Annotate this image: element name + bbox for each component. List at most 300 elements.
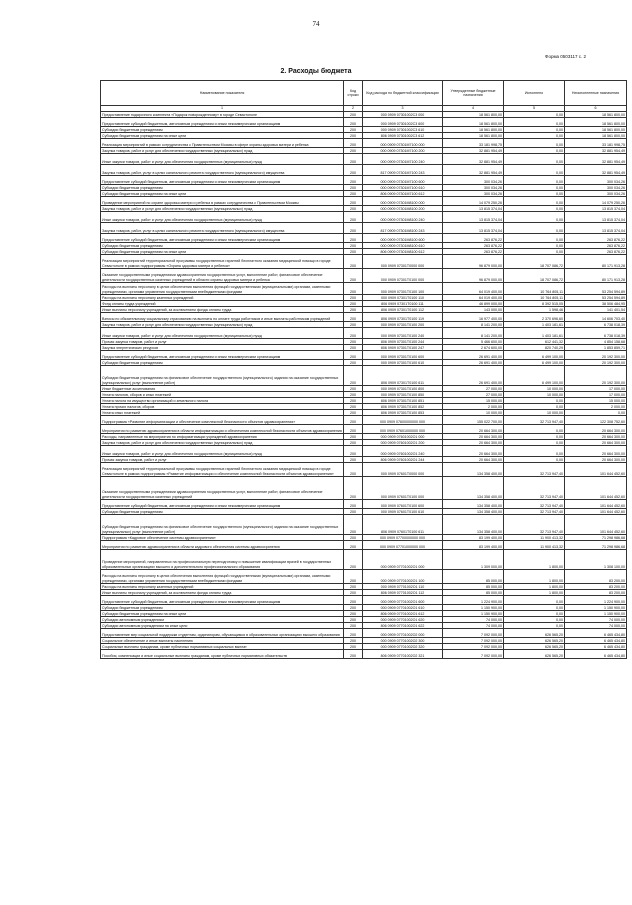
row-classification-code: 000 0909 07301T0100 200	[363, 322, 443, 328]
row-executed: 0,00	[504, 118, 565, 127]
row-line-code: 200	[344, 584, 363, 590]
row-name: Расходы на выплаты персоналу казенных учреждений	[101, 584, 344, 590]
row-remaining: 74 000,00	[565, 623, 627, 629]
row-classification-code: 000 0909 07301002С3 600	[363, 118, 443, 127]
row-approved: 96 879 000,00	[443, 255, 504, 269]
row-executed: 626 565,20	[504, 638, 565, 644]
row-approved: 155 022 700,00	[443, 416, 504, 425]
row-name: Субсидии автономным учреждениям	[101, 617, 344, 623]
row-name: Иные закупки товаров, работ и услуг для обеспечения государственных (муниципальных) нужд	[101, 212, 344, 223]
row-approved: 300 034,26	[443, 176, 504, 185]
table-row	[101, 550, 627, 570]
row-line-code: 200	[344, 463, 363, 477]
row-line-code: 200	[344, 206, 363, 212]
header-approved: Утвержденные бюджетные назначения	[443, 81, 504, 106]
table-row	[101, 629, 627, 638]
row-name: Реализация мероприятий территориальной программы государственных гарантий бесплатного оказания медицинской помощи в городе Севастополе в рамках подпрограммы «Развитие информатизации и обеспечение комплексной безопасности объектов здравоохранения»	[101, 463, 344, 477]
row-remaining: 20 664 300,00	[565, 434, 627, 440]
row-remaining: 80 171 913,28	[565, 269, 627, 283]
row-classification-code: 000 0909 07301M8100 200	[363, 206, 443, 212]
row-name: Реализация мероприятий территориальной программы государственных гарантий бесплатного оказания медицинской помощи в городе Севастополе в рамках подпрограммы «Охрана здоровья матери и ребенка»	[101, 255, 344, 269]
row-classification-code: 000 0909 07601T0100 600	[363, 500, 443, 509]
expenditure-table	[100, 80, 627, 659]
row-approved: 18 561 800,00	[443, 127, 504, 133]
row-approved: 74 000,00	[443, 623, 504, 629]
row-name: Иные закупки товаров, работ и услуг для обеспечения государственных (муниципальных) нужд	[101, 446, 344, 457]
row-executed: 0,00	[504, 446, 565, 457]
row-approved: 1 224 900,00	[443, 596, 504, 605]
row-name: Предоставление субсидий бюджетным, автономным учреждениям и иным некоммерческим организациям	[101, 118, 344, 127]
section-title: 2. Расходы бюджета	[280, 68, 352, 75]
row-remaining: 141 401,54	[565, 307, 627, 313]
row-name: Субсидии бюджетным учреждениям на иные цели	[101, 249, 344, 255]
row-executed: 612 441,32	[504, 339, 565, 345]
table-row	[101, 165, 627, 176]
row-remaining: 15 000,00	[565, 398, 627, 404]
row-line-code: 200	[344, 638, 363, 644]
row-approved: 85 000,00	[443, 584, 504, 590]
row-classification-code: 000 0909 07301M7100 610	[363, 185, 443, 191]
table-row	[101, 446, 627, 457]
row-remaining: 71 298 986,68	[565, 535, 627, 541]
row-approved: 134 358 400,00	[443, 515, 504, 535]
row-line-code: 200	[344, 404, 363, 410]
row-classification-code: 000 0909 07301M7100 600	[363, 176, 443, 185]
row-classification-code: 000 0909 07601T0100 610	[363, 509, 443, 515]
row-executed: 10 000,00	[504, 386, 565, 392]
row-approved: 20 664 300,00	[443, 446, 504, 457]
row-classification-code: 000 0909 07301M8100 240	[363, 212, 443, 223]
header-classification-code: Код расхода по бюджетной классификации	[363, 81, 443, 106]
row-classification-code: 000 0909 07301M8100 000	[363, 197, 443, 206]
row-name: Предоставление субсидий бюджетным, автономным учреждениям и иным некоммерческим организациям	[101, 596, 344, 605]
row-executed: 0,00	[504, 249, 565, 255]
row-classification-code: 806 0909 07601002О1 244	[363, 457, 443, 463]
row-line-code: 200	[344, 197, 363, 206]
row-executed: 0,00	[504, 148, 565, 154]
row-remaining: 0,00	[565, 410, 627, 416]
row-classification-code: 806 0909 07301T0100 247	[363, 345, 443, 351]
row-remaining: 300 034,26	[565, 185, 627, 191]
row-name: Субсидии бюджетным учреждениям	[101, 605, 344, 611]
row-remaining: 18 561 800,00	[565, 133, 627, 139]
row-executed: 32 713 947,40	[504, 463, 565, 477]
row-name: Субсидии бюджетным учреждениям	[101, 509, 344, 515]
row-line-code: 200	[344, 185, 363, 191]
table-row	[101, 255, 627, 269]
row-executed: 0,00	[504, 234, 565, 243]
table-row	[101, 477, 627, 500]
row-remaining: 101 644 452,60	[565, 477, 627, 500]
row-classification-code: 000 0909 07301T0100 000	[363, 269, 443, 283]
row-remaining: 74 000,00	[565, 617, 627, 623]
row-approved: 20 664 300,00	[443, 440, 504, 446]
row-executed: 0,00	[504, 212, 565, 223]
row-name: Реализация мероприятий в рамках сотрудничества с Правительством Москвы в сфере охраны здоровья матери и ребенка	[101, 139, 344, 148]
row-approved: 33 181 998,75	[443, 139, 504, 148]
row-classification-code: 806 0909 07601T0100 611	[363, 515, 443, 535]
row-approved: 15 000,00	[443, 398, 504, 404]
row-executed: 1 403 181,61	[504, 328, 565, 339]
row-approved: 134 358 400,00	[443, 463, 504, 477]
row-remaining: 300 034,26	[565, 191, 627, 197]
row-remaining: 6 465 434,80	[565, 650, 627, 659]
row-line-code: 200	[344, 322, 363, 328]
row-approved: 32 881 954,49	[443, 165, 504, 176]
row-approved: 18 561 800,00	[443, 133, 504, 139]
row-remaining: 20 192 300,00	[565, 351, 627, 360]
row-executed: 32 713 947,40	[504, 509, 565, 515]
row-name: Закупка товаров, работ и услуг для обеспечения государственных (муниципальных) нужд	[101, 148, 344, 154]
row-approved: 27 000,00	[443, 386, 504, 392]
row-executed: 32 713 947,40	[504, 515, 565, 535]
row-executed: 0,00	[504, 185, 565, 191]
row-classification-code: 000 0909 07600000000 000	[363, 416, 443, 425]
row-line-code: 200	[344, 644, 363, 650]
row-remaining: 2 000,00	[565, 404, 627, 410]
row-name: Субсидии бюджетным учреждениям на иные цели	[101, 133, 344, 139]
row-classification-code: 806 0909 07301T0100 119	[363, 313, 443, 322]
row-approved: 134 358 400,00	[443, 500, 504, 509]
row-line-code: 200	[344, 366, 363, 386]
row-approved: 18 561 800,00	[443, 118, 504, 127]
row-remaining: 4 854 158,68	[565, 339, 627, 345]
row-name: Субсидии бюджетным учреждениям на иные цели	[101, 611, 344, 617]
row-name: Проведение мероприятий, направленных на профессиональную переподготовку и повышение квалификации врачей в государственных образовательных организациях высшего и дополнительного профессионального образования	[101, 550, 344, 570]
row-remaining: 1 150 900,00	[565, 605, 627, 611]
row-approved: 263 876,22	[443, 234, 504, 243]
table-body	[101, 112, 627, 659]
row-line-code: 200	[344, 410, 363, 416]
form-code: Форма 0503117 с. 2	[545, 54, 586, 59]
row-executed: 0,00	[504, 398, 565, 404]
row-line-code: 200	[344, 307, 363, 313]
row-executed: 626 565,20	[504, 629, 565, 638]
row-classification-code: 000 0909 07301T0100 610	[363, 360, 443, 366]
row-classification-code: 000 0909 07701002О1 100	[363, 570, 443, 584]
row-executed: 10 000,00	[504, 392, 565, 398]
row-classification-code: 000 0909 07601000000 000	[363, 425, 443, 434]
row-executed: 0,00	[504, 223, 565, 234]
row-executed: 1 800,00	[504, 590, 565, 596]
row-line-code: 200	[344, 154, 363, 165]
row-name: Закупка товаров, работ, услуг в целях капитального ремонта государственного (муниципального) имущества	[101, 223, 344, 234]
row-approved: 83 199 400,00	[443, 535, 504, 541]
row-executed: 1 800,00	[504, 584, 565, 590]
table-row	[101, 650, 627, 659]
row-approved: 64 019 400,00	[443, 295, 504, 301]
row-name: Предоставление субсидий бюджетным, автономным учреждениям и иным некоммерческим организациям	[101, 176, 344, 185]
row-line-code: 200	[344, 650, 363, 659]
row-classification-code: 806 0909 07701002О1 112	[363, 590, 443, 596]
row-approved: 32 881 954,49	[443, 154, 504, 165]
row-approved: 143 000,00	[443, 307, 504, 313]
row-approved: 85 000,00	[443, 590, 504, 596]
row-line-code: 200	[344, 590, 363, 596]
row-remaining: 83 200,00	[565, 584, 627, 590]
row-remaining: 53 254 594,89	[565, 295, 627, 301]
row-name: Закупка товаров, работ, услуг в целях капитального ремонта государственного (муниципального) имущества	[101, 165, 344, 176]
row-name: Субсидии бюджетным учреждениям на финансовое обеспечение государственного (муниципального) задания на оказание государственных (муниципальных) услуг (выполнение работ)	[101, 366, 344, 386]
row-name: Иные закупки товаров, работ и услуг для обеспечения государственных (муниципальных) нужд	[101, 328, 344, 339]
row-classification-code: 806 0909 07301T0100 244	[363, 339, 443, 345]
row-line-code: 200	[344, 133, 363, 139]
row-classification-code: 000 0909 07301T0100 110	[363, 295, 443, 301]
row-name: Фонд оплаты труда учреждений	[101, 301, 344, 307]
row-name: Прочая закупка товаров, работ и услуг	[101, 339, 344, 345]
row-approved: 85 000,00	[443, 570, 504, 584]
row-classification-code: 000 0909 07301M7100 000	[363, 139, 443, 148]
row-executed: 0,00	[504, 425, 565, 434]
row-classification-code: 000 0909 07301T0100 800	[363, 386, 443, 392]
row-remaining: 20 192 300,00	[565, 360, 627, 366]
row-line-code: 200	[344, 440, 363, 446]
row-remaining: 18 561 800,00	[565, 112, 627, 118]
row-remaining: 300 034,26	[565, 176, 627, 185]
row-approved: 10 000,00	[443, 410, 504, 416]
table-row	[101, 154, 627, 165]
row-line-code: 200	[344, 617, 363, 623]
row-name: Расходы на выплаты персоналу в целях обеспечения выполнения функций государственными (муниципальными) органами, казенными учреждениями, органами управления государственными внебюджетными фондами	[101, 283, 344, 295]
row-approved: 26 691 400,00	[443, 351, 504, 360]
row-classification-code: 000 0909 07301002С3 000	[363, 112, 443, 118]
row-approved: 13 815 374,04	[443, 223, 504, 234]
row-classification-code: 806 0909 07301T0100 111	[363, 301, 443, 307]
row-name: Социальное обеспечение и иные выплаты населению	[101, 638, 344, 644]
row-remaining: 17 000,00	[565, 392, 627, 398]
row-remaining: 263 876,22	[565, 234, 627, 243]
row-remaining: 20 664 300,00	[565, 440, 627, 446]
table-row	[101, 118, 627, 127]
row-executed: 8 392 515,05	[504, 301, 565, 307]
row-approved: 83 199 400,00	[443, 541, 504, 550]
row-classification-code: 806 0909 07301T0100 853	[363, 410, 443, 416]
row-approved: 14 079 250,26	[443, 197, 504, 206]
row-line-code: 200	[344, 255, 363, 269]
row-classification-code: 000 0909 07701002О1 600	[363, 596, 443, 605]
row-name: Уплата иных платежей	[101, 410, 344, 416]
row-remaining: 101 644 452,60	[565, 500, 627, 509]
row-executed: 0,00	[504, 457, 565, 463]
row-line-code: 200	[344, 570, 363, 584]
row-remaining: 1 224 900,00	[565, 596, 627, 605]
row-executed: 0,00	[504, 611, 565, 617]
table-row	[101, 197, 627, 206]
row-remaining: 32 881 954,49	[565, 148, 627, 154]
row-executed: 0,00	[504, 133, 565, 139]
row-approved: 26 691 400,00	[443, 366, 504, 386]
row-classification-code: 000 0909 07301T0100 100	[363, 283, 443, 295]
row-line-code: 200	[344, 139, 363, 148]
table-row	[101, 234, 627, 243]
row-classification-code: 806 0909 07301T0100 112	[363, 307, 443, 313]
row-approved: 7 092 000,00	[443, 638, 504, 644]
header-row	[101, 81, 627, 106]
row-executed: 32 713 947,40	[504, 500, 565, 509]
header-line-code: Код строки	[344, 81, 363, 106]
column-number: 3	[363, 106, 443, 112]
row-executed: 0,00	[504, 404, 565, 410]
row-approved: 8 141 200,00	[443, 328, 504, 339]
row-executed: 0,00	[504, 623, 565, 629]
row-executed: 1 403 181,61	[504, 322, 565, 328]
row-remaining: 263 876,22	[565, 243, 627, 249]
row-remaining: 38 506 484,95	[565, 301, 627, 307]
table-row	[101, 541, 627, 550]
row-name: Уплата налога на имущество организаций и земельного налога	[101, 398, 344, 404]
row-remaining: 32 881 954,49	[565, 165, 627, 176]
row-line-code: 200	[344, 392, 363, 398]
table-row	[101, 425, 627, 434]
row-executed: 32 713 947,40	[504, 416, 565, 425]
row-name: Закупка товаров, работ и услуг для обеспечения государственных (муниципальных) нужд	[101, 440, 344, 446]
row-executed: 0,00	[504, 206, 565, 212]
row-name: Оказание государственными учреждениями здравоохранения государственных услуг, выполнение работ, финансовое обеспечение деятельности государственных казенных учреждений в области охраны здоровья матери и ребенка	[101, 269, 344, 283]
row-name: Иные закупки товаров, работ и услуг для обеспечения государственных (муниципальных) нужд	[101, 154, 344, 165]
row-name: Закупка энергетических ресурсов	[101, 345, 344, 351]
row-line-code: 200	[344, 515, 363, 535]
table-row	[101, 328, 627, 339]
row-executed: 0,00	[504, 596, 565, 605]
row-name: Проведение мероприятий по охране здоровья матери и ребенка в рамках сотрудничества с Правительством Москвы	[101, 197, 344, 206]
row-classification-code: 000 0909 07301M7100 200	[363, 148, 443, 154]
row-remaining: 13 815 374,04	[565, 206, 627, 212]
row-approved: 96 879 000,00	[443, 269, 504, 283]
row-name: Закупка товаров, работ и услуг для обеспечения государственных (муниципальных) нужд	[101, 322, 344, 328]
row-name: Уплата налогов, сборов и иных платежей	[101, 392, 344, 398]
table-row	[101, 212, 627, 223]
table-row	[101, 283, 627, 295]
row-line-code: 200	[344, 212, 363, 223]
row-remaining: 17 000,00	[565, 386, 627, 392]
row-name: Иные выплаты персоналу учреждений, за исключением фонда оплаты труда	[101, 307, 344, 313]
row-approved: 27 000,00	[443, 392, 504, 398]
row-line-code: 200	[344, 434, 363, 440]
row-executed: 10 000,00	[504, 410, 565, 416]
row-approved: 13 815 374,04	[443, 206, 504, 212]
row-executed: 0,00	[504, 617, 565, 623]
row-remaining: 6 738 018,39	[565, 322, 627, 328]
row-remaining: 71 298 986,68	[565, 541, 627, 550]
row-line-code: 200	[344, 295, 363, 301]
row-approved: 32 881 954,49	[443, 148, 504, 154]
row-line-code: 200	[344, 339, 363, 345]
table-row	[101, 596, 627, 605]
row-classification-code: 000 0909 07701002О2 320	[363, 644, 443, 650]
row-classification-code: 806 0909 07701002О2 321	[363, 650, 443, 659]
row-approved: 2 674 600,00	[443, 345, 504, 351]
table-row	[101, 351, 627, 360]
row-line-code: 200	[344, 351, 363, 360]
row-name: Мероприятия по развитию здравоохранения в области кадрового обеспечения системы здравоохранения	[101, 541, 344, 550]
row-line-code: 200	[344, 605, 363, 611]
row-line-code: 200	[344, 127, 363, 133]
row-approved: 5 466 600,00	[443, 339, 504, 345]
row-classification-code: 000 0909 07601002О1 000	[363, 434, 443, 440]
row-remaining: 6 465 434,80	[565, 629, 627, 638]
row-classification-code: 000 0909 07700000000 000	[363, 535, 443, 541]
row-executed: 0,00	[504, 605, 565, 611]
row-line-code: 200	[344, 416, 363, 425]
table-row	[101, 269, 627, 283]
row-approved: 1 150 900,00	[443, 611, 504, 617]
row-name: Мероприятия по развитию здравоохранения в области информатизации и обеспечения комплексной безопасности объектов здравоохранения	[101, 425, 344, 434]
row-approved: 2 000,00	[443, 404, 504, 410]
table-row	[101, 416, 627, 425]
row-classification-code: 817 0909 07301M7100 243	[363, 165, 443, 176]
row-classification-code: 000 0909 07301T0100 600	[363, 351, 443, 360]
row-remaining: 13 815 374,04	[565, 212, 627, 223]
row-line-code: 200	[344, 234, 363, 243]
row-line-code: 200	[344, 398, 363, 404]
row-name: Субсидии бюджетным учреждениям	[101, 127, 344, 133]
row-line-code: 200	[344, 112, 363, 118]
row-approved: 64 019 400,00	[443, 283, 504, 295]
row-remaining: 32 881 954,49	[565, 154, 627, 165]
row-classification-code: 000 0909 07601T0100 000	[363, 477, 443, 500]
row-line-code: 200	[344, 148, 363, 154]
row-line-code: 200	[344, 191, 363, 197]
row-name: Закупка товаров, работ и услуг для обеспечения государственных (муниципальных) нужд	[101, 206, 344, 212]
row-line-code: 200	[344, 223, 363, 234]
row-name: Субсидии бюджетным учреждениям	[101, 185, 344, 191]
row-classification-code: 000 0909 07301M8100 610	[363, 243, 443, 249]
row-approved: 13 815 374,04	[443, 212, 504, 223]
row-remaining: 80 171 913,28	[565, 255, 627, 269]
row-line-code: 200	[344, 425, 363, 434]
row-name: Пособия, компенсации и иные социальные выплаты гражданам, кроме публичных нормативных обязательств	[101, 650, 344, 659]
table-row	[101, 500, 627, 509]
column-number: 6	[565, 106, 627, 112]
row-classification-code: 000 0909 07601002О1 200	[363, 440, 443, 446]
row-classification-code: 806 0909 07701002О1 612	[363, 611, 443, 617]
row-classification-code: 806 0909 07301M7100 612	[363, 191, 443, 197]
row-name: Предоставление субсидий бюджетным, автономным учреждениям и иным некоммерческим организациям	[101, 500, 344, 509]
row-executed: 11 900 413,32	[504, 535, 565, 541]
row-line-code: 200	[344, 269, 363, 283]
table-row	[101, 463, 627, 477]
row-approved: 300 034,26	[443, 185, 504, 191]
row-line-code: 200	[344, 535, 363, 541]
row-classification-code: 806 0909 07301T0100 852	[363, 404, 443, 410]
row-executed: 0,00	[504, 176, 565, 185]
row-executed: 10 764 805,11	[504, 283, 565, 295]
row-remaining: 263 876,22	[565, 249, 627, 255]
row-approved: 263 876,22	[443, 243, 504, 249]
row-remaining: 1 150 900,00	[565, 611, 627, 617]
row-classification-code: 000 0909 07601T0000 000	[363, 463, 443, 477]
row-approved: 263 876,22	[443, 249, 504, 255]
row-line-code: 200	[344, 283, 363, 295]
row-remaining: 53 254 594,89	[565, 283, 627, 295]
row-remaining: 83 200,00	[565, 570, 627, 584]
row-remaining: 33 181 998,75	[565, 139, 627, 148]
row-line-code: 200	[344, 541, 363, 550]
row-name: Предоставление подарочного комплекта «Подарок новорожденному» в городе Севастополе	[101, 112, 344, 118]
column-number: 5	[504, 106, 565, 112]
row-approved: 134 358 400,00	[443, 509, 504, 515]
row-name: Подпрограмма «Кадровое обеспечение системы здравоохранения»	[101, 535, 344, 541]
row-executed: 18 707 086,72	[504, 255, 565, 269]
row-remaining: 1 308 100,00	[565, 550, 627, 570]
row-line-code: 200	[344, 550, 363, 570]
table-row	[101, 176, 627, 185]
column-number: 1	[101, 106, 344, 112]
row-approved: 1 309 000,00	[443, 550, 504, 570]
row-approved: 7 092 000,00	[443, 629, 504, 638]
page-number: 74	[312, 20, 320, 28]
row-classification-code: 000 0909 07301T0100 240	[363, 328, 443, 339]
